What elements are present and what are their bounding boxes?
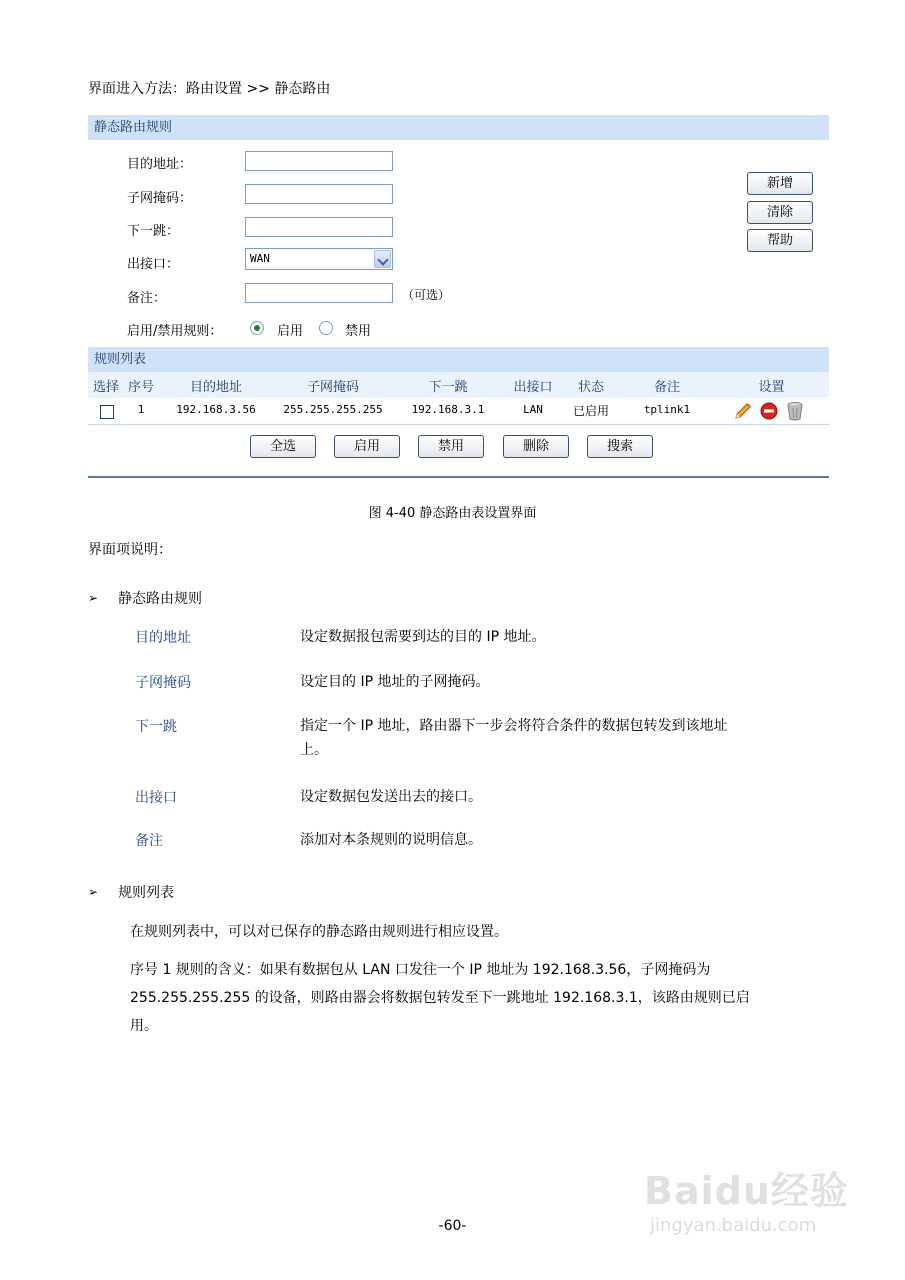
note-input[interactable] [245, 283, 393, 303]
disable-radio[interactable] [319, 321, 333, 335]
term-gateway: 下一跳 [135, 719, 177, 735]
dest-address-input[interactable] [245, 151, 393, 171]
row-gateway: 192.168.3.1 [411, 403, 485, 416]
help-button[interactable]: 帮助 [747, 229, 813, 252]
panel-bottom-border [88, 476, 829, 478]
interface-label: 出接口： [127, 257, 180, 272]
section1-title: 静态路由规则 [118, 591, 202, 607]
term-note: 备注 [135, 833, 163, 849]
subnet-mask-input[interactable] [245, 184, 393, 204]
term-mask: 子网掩码 [135, 675, 191, 691]
section2-para2-line2: 255.255.255.255 的设备，则路由器会将数据包转发至下一跳地址 192.168.3.1，该路由规则已启 [130, 990, 750, 1006]
enable-button[interactable]: 启用 [334, 435, 400, 458]
col-select: 选择 [92, 380, 119, 395]
navigation-path: 界面进入方法：路由设置 >> 静态路由 [88, 81, 331, 97]
disable-radio-label: 禁用 [345, 324, 372, 339]
section2-para2-line3: 用。 [130, 1018, 158, 1034]
page-number: -60- [438, 1218, 467, 1234]
col-index: 序号 [127, 380, 154, 395]
col-gateway: 下一跳 [428, 380, 468, 395]
bullet-arrow-icon: ➢ [88, 591, 99, 605]
optional-hint: （可选） [402, 288, 451, 302]
watermark-url: jingyan.baidu.com [650, 1215, 817, 1236]
delete-button[interactable]: 删除 [503, 435, 569, 458]
section2-para1: 在规则列表中，可以对已保存的静态路由规则进行相应设置。 [130, 924, 508, 940]
section2-para2-line1: 序号 1 规则的含义：如果有数据包从 LAN 口发往一个 IP 地址为 192.168.3.56，子网掩码为 [130, 962, 711, 978]
row-checkbox[interactable] [100, 405, 114, 419]
disable-button[interactable]: 禁用 [418, 435, 484, 458]
col-status: 状态 [577, 380, 604, 395]
row-interface: LAN [523, 403, 543, 416]
add-button[interactable]: 新增 [747, 172, 813, 195]
row-note: tplink1 [643, 403, 691, 416]
col-mask: 子网掩码 [306, 380, 359, 395]
edit-pencil-icon[interactable] [733, 401, 753, 421]
rule-list-title: 规则列表 [88, 347, 829, 372]
rule-panel-title: 静态路由规则 [88, 115, 829, 140]
figure-caption: 图 4-40 静态路由表设置界面 [368, 506, 537, 521]
intro-text: 界面项说明： [88, 542, 172, 558]
note-label: 备注： [127, 291, 167, 306]
desc-gateway-line2: 上。 [300, 742, 328, 758]
trash-icon[interactable] [785, 400, 805, 422]
section2-title: 规则列表 [118, 885, 174, 901]
subnet-mask-label: 子网掩码： [127, 191, 193, 206]
row-index: 1 [137, 403, 145, 416]
disable-stop-icon[interactable] [759, 401, 779, 421]
bullet-arrow-icon: ➢ [88, 885, 99, 899]
next-hop-input[interactable] [245, 217, 393, 237]
row-status: 已启用 [572, 404, 609, 418]
term-dest: 目的地址 [135, 630, 191, 646]
desc-note: 添加对本条规则的说明信息。 [300, 832, 482, 848]
row-divider [88, 424, 829, 425]
col-note: 备注 [653, 380, 680, 395]
chevron-down-icon[interactable] [374, 250, 391, 268]
interface-select[interactable] [245, 248, 393, 270]
enable-radio[interactable] [250, 321, 264, 335]
desc-dest: 设定数据报包需要到达的目的 IP 地址。 [300, 629, 546, 645]
dest-address-label: 目的地址： [127, 157, 193, 172]
row-mask: 255.255.255.255 [283, 403, 383, 416]
next-hop-label: 下一跳： [127, 224, 180, 239]
col-settings: 设置 [758, 380, 785, 395]
enable-radio-label: 启用 [277, 324, 304, 339]
col-interface: 出接口 [513, 380, 553, 395]
search-button[interactable]: 搜索 [587, 435, 653, 458]
interface-select-value: WAN [250, 252, 270, 265]
col-dest: 目的地址 [189, 380, 242, 395]
desc-interface: 设定数据包发送出去的接口。 [300, 789, 482, 805]
row-dest: 192.168.3.56 [176, 403, 256, 416]
desc-mask: 设定目的 IP 地址的子网掩码。 [300, 674, 490, 690]
watermark-brand: Baidu经验 [644, 1169, 849, 1213]
select-all-button[interactable]: 全选 [250, 435, 316, 458]
enable-rule-label: 启用/禁用规则： [127, 324, 223, 339]
clear-button[interactable]: 清除 [747, 201, 813, 224]
term-interface: 出接口 [135, 790, 177, 806]
desc-gateway-line1: 指定一个 IP 地址，路由器下一步会将符合条件的数据包转发到该地址 [300, 718, 728, 734]
